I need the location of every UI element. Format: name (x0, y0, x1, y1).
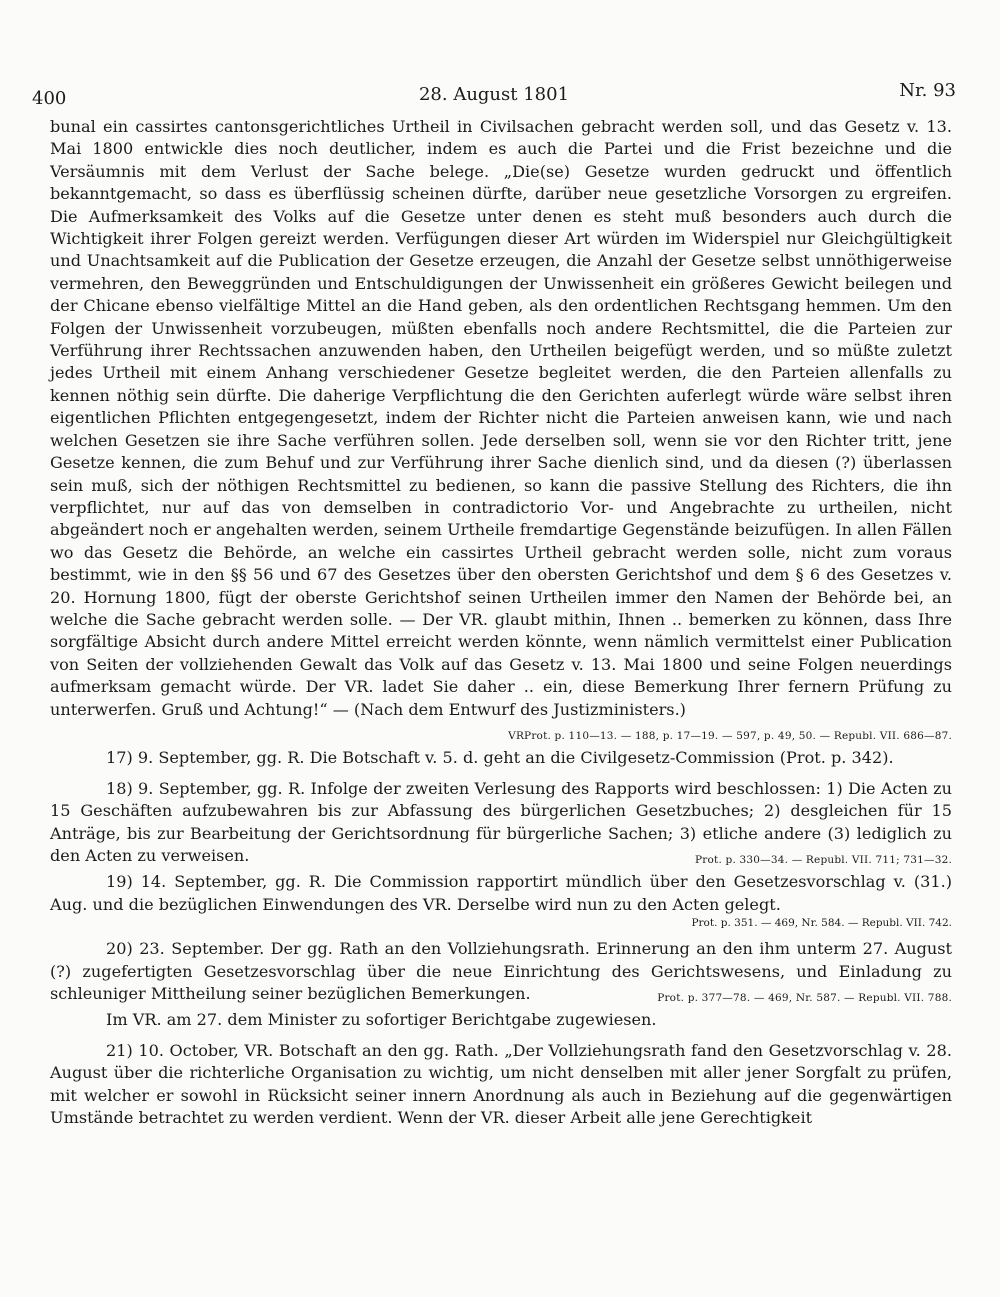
continuation-paragraph (50, 116, 952, 742)
page-number: 400 (32, 88, 67, 109)
paragraph-text: 20) 23. September. Der gg. Rath an den Vollziehungsrath. Erinnerung an den ihm unterm 27. August (?) zugefertigten Gesetzesvorschlag über die neue Einrichtung des Gerichtswesens, und Einladung zu schleuniger Mittheilung seiner bezüglichen Bemerkungen. (50, 939, 952, 1004)
header-date: 28. August 1801 (418, 84, 570, 105)
document-number: Nr. 93 (899, 80, 956, 101)
paragraph-text: Im VR. am 27. dem Minister zu sofortiger Berichtgabe zugewiesen. (106, 1010, 657, 1030)
paragraph-text: 18) 9. September, gg. R. Infolge der zweiten Verlesung des Rapports wird beschlossen: 1) Die Acten zu 15 Geschäften aufzubewahren bis zur Abfassung des bürgerlichen Gesetzbuches; 2) desgleichen für 15 Anträge, bis zur Bearbeitung der Gerichtsordnung für bürgerliche Sachen; 3) etliche andere (3) lediglich zu den Acten zu verweisen. (50, 778, 952, 865)
citation: Prot. p. 377—78. — 469, Nr. 587. — Republ. VII. 788. (657, 992, 952, 1005)
entry-19 (50, 871, 952, 930)
running-header (32, 80, 956, 108)
entry-20-note (50, 1009, 952, 1031)
paragraph-text: 17) 9. September, gg. R. Die Botschaft v. 5. d. geht an die Civilgesetz-Commission (Prot. p. 342). (106, 748, 894, 768)
body-text (50, 116, 952, 1129)
paragraph-text: 21) 10. October, VR. Botschaft an den gg. Rath. „Der Vollziehungsrath fand den Gesetzvorschlag v. 28. August über die richterliche Organisation zu wichtig, um nicht denselben mit aller jener Sorgfalt zu prüfen, mit welcher er sowohl in Rücksicht seiner innern Anordnung als auch in Beziehung auf die gegenwärtigen Umstände betrachtet zu werden verdient. Wenn der VR. dieser Arbeit alle jene Gerechtigkeit (50, 1040, 952, 1128)
entry-20 (50, 938, 952, 1005)
entry-17 (50, 747, 952, 769)
paragraph-text: bunal ein cassirtes cantonsgerichtliches Urtheil in Civilsachen gebracht werden soll, und das Gesetz v. 13. Mai 1800 entwickle dies noch deutlicher, indem es auch die Partei und die Frist bezeichne und die Versäumnis mit dem Verlust der Sache belege. „Die(se) Gesetze wurden gedruckt und öffentlich bekanntgemacht, so dass es überflüssig scheinen dürfte, darüber neue gesetzliche Vorsorgen zu ergreifen. Die Aufmerksamkeit des Volks auf die Gesetze unter denen es steht muß besonders auch durch die Wichtigkeit ihrer Folgen gereizt werden. Verfügungen dieser Art würden im Widerspiel nur Gleichgültigkeit und Unachtsamkeit auf die Publication der Gesetze erzeugen, die Anzahl der Gesetze selbst unnöthigerweise vermehren, den Beweggründen und Entschuldigungen der Unwissenheit ein größeres Gewicht beilegen und der Chicane ebenso vielfältige Mittel an die Hand geben, als den ordentlichen Rechtsgang hemmen. Um den Folgen der Unwissenheit vorzubeugen, müßten ebenfalls noch andere Rechtsmittel, die die Parteien zur Verführung ihrer Rechtssachen anzuwenden haben, den Urtheilen beigefügt werden, und so müßte zuletzt jedes Urtheil mit einem Anhang verschiedener Gesetze begleitet werden, die den Parteien allenfalls zu kennen nöthig sein dürfte. Die daherige Verpflichtung die den Gerichten auferlegt würde wäre selbst ihren eigentlichen Pflichten entgegengesetzt, indem der Richter nicht die Parteien anweisen kann, wie und nach welchen Gesetzen sie ihre Sache verführen sollen. Jede derselben soll, wenn sie vor den Richter tritt, jene Gesetze kennen, die zum Behuf und zur Verführung ihrer Sache dienlich sind, und da diesen (?) überlassen sein muß, sich der nöthigen Rechtsmittel zu bedienen, so kann die passive Stellung des Richters, die ihn verpflichtet, nur auf das von demselben in contradictorio Vor- und Angebrachte zu urtheilen, nicht abgeändert noch er angehalten werden, seinem Urtheile fremdartige Gegenstände beizufügen. In allen Fällen wo das Gesetz die Behörde, an welche ein cassirtes Urtheil gebracht werden solle, nicht zum voraus bestimmt, wie in den §§ 56 und 67 des Gesetzes über den obersten Gerichtshof und dem § 6 des Gesetzes v. 20. Hornung 1800, fügt der oberste Gerichtshof seinen Urtheilen immer den Namen der Behörde bei, an welche die Sache gebracht werden solle. — Der VR. glaubt mithin, Ihnen .. bemerken zu können, dass Ihre sorgfältige Absicht durch andere Mittel erreicht werden könnte, wenn nämlich vermittelst einer Publication von Seiten der vollziehenden Gewalt das Volk auf das Gesetz v. 13. Mai 1800 und seine Folgen neuerdings aufmerksam gemacht würde. Der VR. ladet Sie daher .. ein, diese Bemerkung Ihrer fernern Prüfung zu unterwerfen. Gruß und Achtung!“ — (Nach dem Entwurf des Justizministers.) (50, 117, 952, 719)
paragraph-text: 19) 14. September, gg. R. Die Commission rapportirt mündlich über den Gesetzesvorschlag v. (31.) Aug. und die bezüglichen Einwendungen des VR. Derselbe wird nun zu den Acten gelegt. (50, 872, 952, 914)
citation: Prot. p. 330—34. — Republ. VII. 711; 731—32. (695, 854, 952, 866)
entry-18 (50, 778, 952, 868)
entry-21 (50, 1040, 952, 1130)
citation: VRProt. p. 110—13. — 188, p. 17—19. — 597, p. 49, 50. — Republ. VII. 686—87. (508, 729, 952, 742)
citation: Prot. p. 351. — 469, Nr. 584. — Republ. VII. 742. (691, 917, 952, 930)
